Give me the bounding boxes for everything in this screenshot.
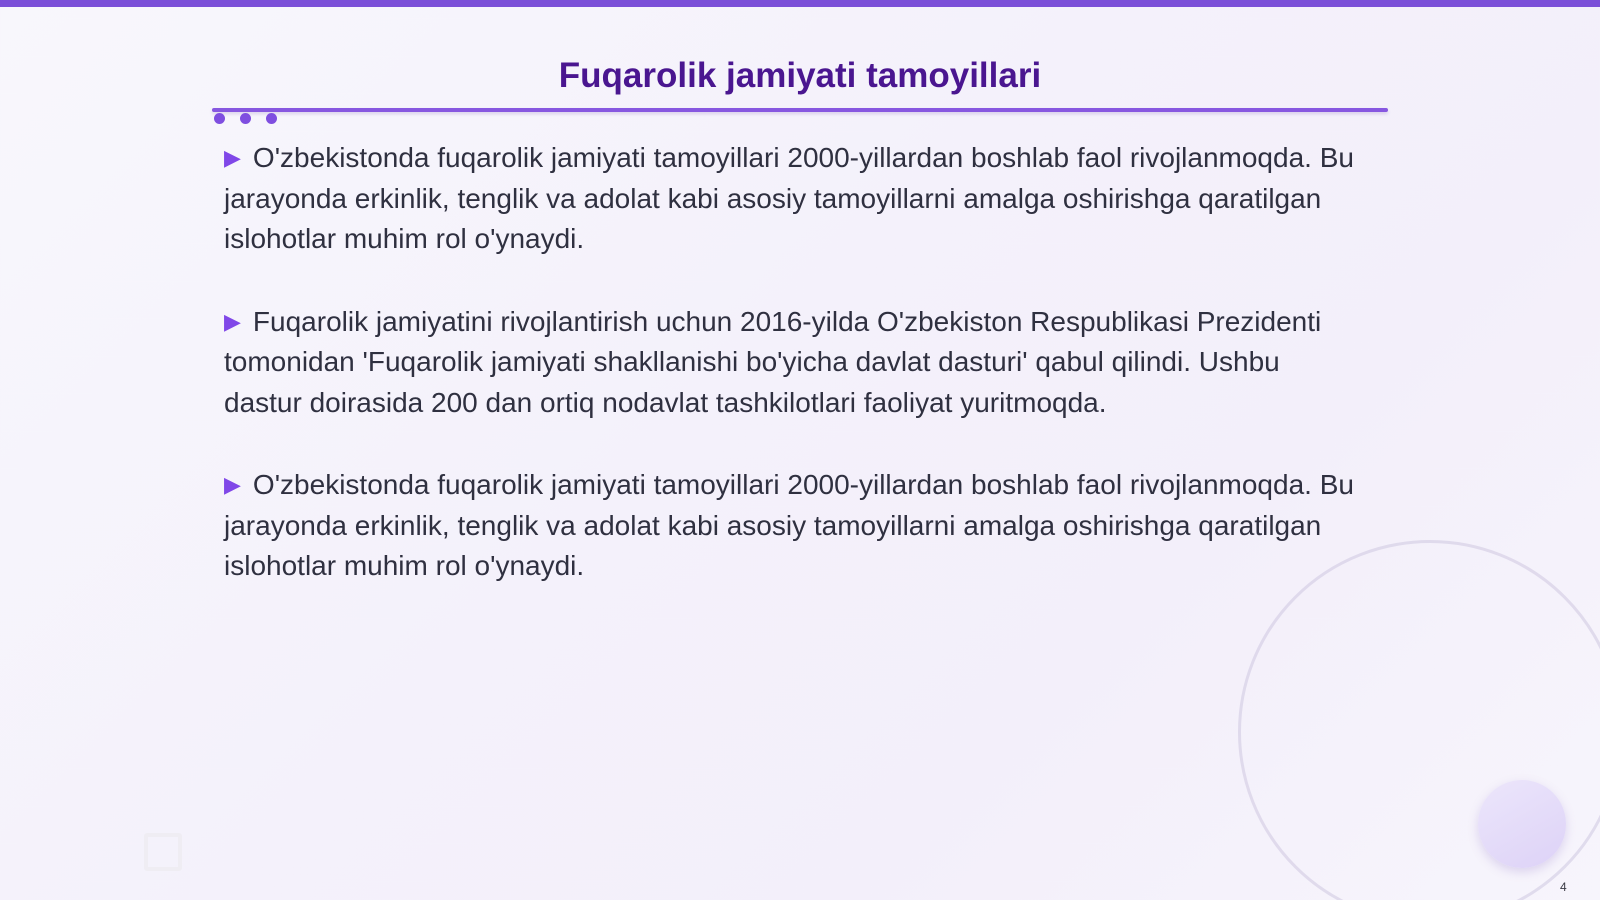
page-number: 4 xyxy=(1560,880,1567,894)
bullet-item xyxy=(224,138,1364,260)
bullet-text: O'zbekistonda fuqarolik jamiyati tamoyillari 2000-yillardan boshlab faol rivojlanmoqda. Bu jarayonda erkinlik, tenglik va adolat kabi asosiy tamoyillarni amalga oshirishga qaratilgan islohotlar muhim rol o'ynaydi. xyxy=(224,469,1354,581)
decorative-square xyxy=(144,833,182,871)
top-accent-bar xyxy=(0,0,1600,7)
bullet-text: O'zbekistonda fuqarolik jamiyati tamoyillari 2000-yillardan boshlab faol rivojlanmoqda. Bu jarayonda erkinlik, tenglik va adolat kabi asosiy tamoyillarni amalga oshirishga qaratilgan islohotlar muhim rol o'ynaydi. xyxy=(224,142,1354,254)
bullet-text: Fuqarolik jamiyatini rivojlantirish uchun 2016-yilda O'zbekiston Respublikasi Prezidenti tomonidan 'Fuqarolik jamiyati shakllanishi bo'yicha davlat dasturi' qabul qilindi. Ushbu dastur doirasida 200 dan ortiq nodavlat tashkilotlari faoliyat yuritmoqda. xyxy=(224,305,1322,418)
triangle-bullet-icon: ▶ xyxy=(224,145,241,170)
bullet-item xyxy=(224,465,1364,587)
title-dot-2 xyxy=(240,113,251,124)
bullet-list xyxy=(224,138,1364,629)
triangle-bullet-icon: ▶ xyxy=(224,472,241,497)
title-underline xyxy=(212,108,1388,112)
title-dot-3 xyxy=(266,113,277,124)
title-dot-1 xyxy=(214,113,225,124)
triangle-bullet-icon: ▶ xyxy=(224,308,241,334)
bullet-item xyxy=(224,302,1364,424)
decorative-disc xyxy=(1478,780,1566,868)
slide-title: Fuqarolik jamiyati tamoyillari xyxy=(558,56,1042,95)
